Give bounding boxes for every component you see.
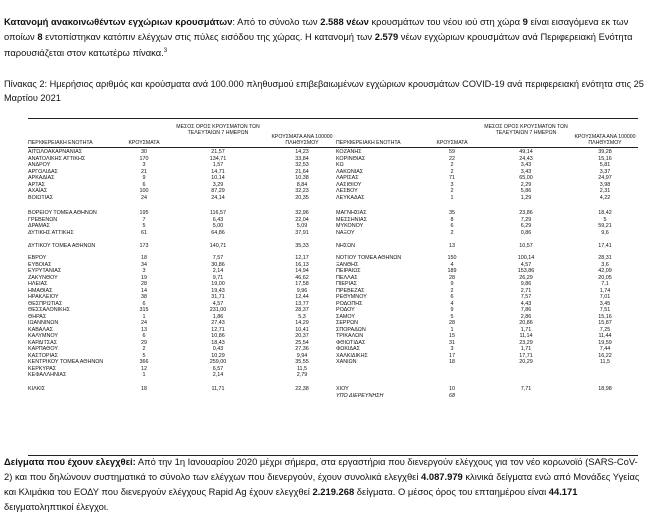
right-avg-value: 4,57 [520,261,532,268]
right-region-name: ΜΕΣΣΗΝΙΑΣ [336,216,367,223]
left-cases-value: 14 [141,287,147,294]
left-cases-value: 28 [141,281,147,287]
left-region-name: ΑΡΚΑΔΙΑΣ [28,175,55,181]
right-avg-value: 0,86 [520,229,532,236]
left-per100k-value: 25,54 [295,339,309,346]
left-cases-value: 13 [141,326,147,333]
left-per100k-value: 35,33 [295,243,309,249]
left-per100k-value: 5,3 [298,313,306,320]
right-avg-value: 2,86 [520,313,532,320]
right-per100k-value: 3,98 [599,181,611,188]
left-per100k-value: 22,38 [295,386,309,392]
left-per100k-value: 9,96 [296,287,308,294]
right-per100k-value: 2,31 [599,188,611,194]
left-avg-value: 116,57 [209,210,227,216]
right-region-name: ΣΕΡΡΩΝ [336,320,359,326]
left-per100k-value: 12,44 [295,294,309,300]
left-avg-value: 11,71 [211,386,225,392]
right-region-name: ΚΟΡΙΝΘΙΑΣ [336,155,366,162]
left-cases-value: 9 [142,175,146,181]
left-per100k-value: 28,37 [295,307,309,313]
left-region-name: ΒΟΡΕΙΟΥ ΤΟΜΕΑ ΑΘΗΝΩΝ [28,210,97,216]
left-cases-value: 21 [141,168,147,175]
left-per100k-value: 32,53 [295,162,309,168]
footnote-marker: 3 [163,48,168,54]
left-avg-value: 6,57 [212,365,224,372]
left-region-name: ΚΕΡΚΥΡΑΣ [28,365,57,372]
tests-text: δειγματοληπτικοί έλεγχοι. [4,501,109,512]
tests-text: δείγματα. Ο μέσος όρος του επταημέρου είναι [354,486,549,497]
left-cases-value: 18 [141,386,147,392]
right-region-name: ΥΠΟ ΔΙΕΡΕΥΝΗΣΗ [336,392,384,399]
left-per100k-value: 9,94 [296,352,308,359]
left-avg-value: 19,00 [211,281,225,287]
right-avg-value: 24,43 [519,155,533,162]
right-region-name: ΧΙΟΥ [336,386,349,392]
left-region-name: ΑΙΤΩΛΟΑΚΑΡΝΑΝΙΑΣ [28,149,83,155]
left-cases-value: 34 [141,261,147,268]
right-region-name: ΣΑΜΟΥ [336,313,356,320]
right-per100k-value: 1,74 [599,287,611,294]
header-per100k-right: ΚΡΟΥΣΜΑΤΑ ΑΝΑ 100000 ΠΛΗΘΥΣΜΟΥ [574,134,636,146]
right-per100k-value: 7,1 [601,281,609,287]
right-cases-value: 13 [449,243,455,249]
right-avg-value: 2,29 [520,181,532,188]
right-cases-value: 1 [450,326,454,333]
right-cases-value: 3 [450,181,454,188]
left-region-name: ΘΗΡΑΣ [28,313,47,320]
left-per100k-value: 8,84 [296,181,308,188]
left-cases-value: 7 [142,216,146,223]
right-cases-value: 189 [447,268,457,274]
right-per100k-value: 39,28 [598,149,612,155]
right-region-name: ΚΟΖΑΝΗΣ [336,149,362,155]
left-region-name: ΑΡΓΟΛΙΔΑΣ [28,168,58,175]
right-cases-value: 6 [450,294,454,300]
right-cases-value: 3 [450,346,454,352]
left-cases-value: 315 [139,307,149,313]
right-per100k-value: 15,16 [598,313,612,320]
left-avg-value: 27,43 [211,320,225,326]
left-avg-value: 64,86 [211,229,225,236]
left-cases-value: 1 [142,372,146,378]
right-cases-value: 35 [449,210,455,216]
right-cases-value: 5 [450,313,454,320]
right-cases-value: 150 [447,255,457,261]
left-per100k-value: 10,38 [295,175,309,181]
left-per100k-value: 13,77 [295,300,309,307]
right-cases-value: 2 [450,162,454,168]
left-region-name: ΙΩΑΝΝΙΝΩΝ [28,320,59,326]
right-per100k-value: 7,25 [599,326,611,333]
imported-cases: 9 [522,16,528,27]
intro-text: νέων εγχώριων κρουσμάτων ανά Περιφερειακή Ενότητα παρουσιάζεται στον κατωτέρω πίνακα. [4,31,633,59]
right-avg-value: 3,43 [520,162,532,168]
right-avg-value: 100,14 [517,255,535,261]
left-avg-value: 134,71 [209,155,227,162]
right-avg-value: 5,86 [520,188,532,194]
left-region-name: ΑΧΑΪΑΣ [28,188,48,194]
right-per100k-value: 19,59 [598,339,612,346]
left-avg-value: 4,57 [212,300,224,307]
right-per100k-value: 7,01 [599,294,611,300]
left-per100k-value: 14,29 [295,320,309,326]
left-region-name: ΑΡΤΑΣ [28,181,46,188]
right-cases-value: 17 [449,352,455,359]
header-rule [28,147,638,148]
right-per100k-value: 3,45 [599,300,611,307]
right-cases-value: 2 [450,168,454,175]
right-per100k-value: 4,22 [599,194,611,201]
left-cases-value: 3 [142,268,146,274]
left-cases-value: 3 [142,162,146,168]
right-per100k-value: 7,44 [599,346,611,352]
right-avg-value: 20,29 [519,359,533,365]
right-cases-value: 18 [449,359,455,365]
left-per100k-value: 46,62 [295,274,309,281]
header-avg-left: ΜΕΣΟΣ ΟΡΟΣ ΚΡΟΥΣΜΑΤΩΝ ΤΩΝ ΤΕΛΕΥΤΑΙΩΝ 7 ΗΜΕΡΩΝ [176,124,260,136]
left-avg-value: 31,71 [211,294,225,300]
right-region-name: ΡΟΔΟΥ [336,307,355,313]
left-region-name: ΚΙΛΚΙΣ [28,386,46,392]
left-region-name: ΗΡΑΚΛΕΙΟΥ [28,294,59,300]
left-avg-value: 14,71 [211,168,225,175]
right-cases-value: 22 [449,155,455,162]
left-cases-value: 170 [139,155,149,162]
right-per100k-value: 3,6 [601,261,609,268]
right-avg-value: 65,00 [519,175,533,181]
left-region-name: ΚΑΛΥΜΝΟΥ [28,333,58,339]
header-cases-left: ΚΡΟΥΣΜΑΤΑ [128,140,160,146]
right-region-name: ΣΠΟΡΑΔΩΝ [336,326,366,333]
left-region-name: ΘΕΣΣΑΛΟΝΙΚΗΣ [28,307,70,313]
right-per100k-value: 42,09 [598,268,612,274]
right-cases-value: 15 [449,333,455,339]
left-avg-value: 12,71 [211,326,225,333]
left-avg-value: 2,14 [212,372,224,378]
left-region-name: ΚΑΒΑΛΑΣ [28,326,53,333]
left-cases-value: 24 [141,194,147,201]
right-region-name: ΜΥΚΟΝΟΥ [336,223,364,229]
right-avg-value: 23,86 [519,210,533,216]
left-avg-value: 30,86 [211,261,225,268]
left-avg-value: 87,29 [211,188,225,194]
right-cases-value: 2 [450,188,454,194]
right-avg-value: 3,43 [520,168,532,175]
left-avg-value: 1,57 [212,162,224,168]
left-avg-value: 10,86 [211,333,225,339]
right-cases-value: 71 [449,175,455,181]
right-region-name: ΛΕΣΒΟΥ [336,188,358,194]
right-per100k-value: 15,16 [598,155,612,162]
left-cases-value: 30 [141,149,147,155]
right-region-name: ΝΗΣΩΝ [336,243,356,249]
intro-text: είναι εισαγόμενα εκ των οποίων [4,16,629,42]
right-per100k-value: 18,42 [598,210,612,216]
intro-paragraph [4,14,644,60]
right-avg-value: 7,71 [520,386,532,392]
right-region-name: ΦΩΚΙΔΑΣ [336,346,360,352]
right-region-name: ΛΑΡΙΣΑΣ [336,175,359,181]
right-avg-value: 9,86 [520,281,532,287]
clinical-samples-total: 4.087.979 [421,471,463,482]
left-region-name: ΖΑΚΥΝΘΟΥ [28,274,58,281]
left-region-name: ΒΟΙΩΤΙΑΣ [28,194,54,201]
right-cases-value: 10 [449,386,455,392]
right-per100k-value: 18,98 [598,386,612,392]
left-avg-value: 21,57 [211,149,225,155]
right-region-name: ΠΙΕΡΙΑΣ [336,281,358,287]
left-per100k-value: 37,91 [295,229,309,236]
header-region-left: ΠΕΡΙΦΕΡΕΙΑΚΗ ΕΝΟΤΗΤΑ [28,140,93,146]
left-region-name: ΔΥΤΙΚΟΥ ΤΟΜΕΑ ΑΘΗΝΩΝ [28,243,96,249]
right-avg-value: 10,57 [519,243,533,249]
right-region-name: ΦΘΙΩΤΙΔΑΣ [336,339,366,346]
right-per100k-value: 24,97 [598,175,612,181]
right-cases-value: 4 [450,300,454,307]
left-cases-value: 6 [142,333,146,339]
new-cases-total: 2.588 νέων [320,16,369,27]
domestic-cases: 2.579 [374,31,399,42]
left-per100k-value: 16,13 [295,261,309,268]
right-per100k-value: 7,51 [599,307,611,313]
left-avg-value: 18,43 [211,339,225,346]
right-cases-value: 9 [450,307,454,313]
left-cases-value: 100 [139,188,149,194]
right-avg-value: 26,29 [519,274,533,281]
left-avg-value: 3,29 [212,181,224,188]
left-per100k-value: 20,37 [295,333,309,339]
left-region-name: ΑΝΑΤΟΛΙΚΗΣ ΑΤΤΙΚΗΣ [28,155,86,162]
left-cases-value: 2 [142,346,146,352]
rapid-samples-total: 2.219.268 [312,486,355,497]
right-region-name: ΡΕΘΥΜΝΟΥ [336,294,367,300]
left-region-name: ΚΑΡΠΑΘΟΥ [28,346,58,352]
left-per100k-value: 27,36 [295,346,309,352]
left-per100k-value: 20,35 [295,194,309,201]
left-avg-value: 5,00 [212,223,224,229]
right-avg-value: 7,57 [520,294,532,300]
right-avg-value: 1,71 [520,346,532,352]
right-region-name: ΞΑΝΘΗΣ [336,261,359,268]
left-per100k-value: 14,94 [295,268,309,274]
right-cases-value: 1 [450,194,454,201]
intro-text: εντοπίστηκαν κατόπιν ελέγχων στις πύλες εισόδου της χώρας. Η κατανομή των [42,31,375,42]
left-avg-value: 1,86 [212,313,224,320]
left-cases-value: 29 [141,339,147,346]
right-per100k-value: 28,31 [598,255,612,261]
right-avg-value: 23,29 [519,339,533,346]
right-avg-value: 4,43 [520,300,532,307]
left-region-name: ΑΝΔΡΟΥ [28,162,51,168]
intro-text: κρουσμάτων του νέου ιού στη χώρα [368,16,523,27]
right-cases-value: 8 [450,216,454,223]
left-avg-value: 259,00 [209,359,227,365]
tests-text: Από την 1η Ιανουαρίου 2020 μέχρι σήμερα, στα εργαστήρια που διενεργούν ελέγχους για τον νέο κορωνοϊό (SARS-CoV-2) και που δηλώνουν συστηματικά το σύνολο των ελέγχων που διενεργούν, έχουν συνολικά ελεγχθεί [4,456,638,482]
left-per100k-value: 12,17 [295,255,309,261]
left-region-name: ΗΛΕΙΑΣ [28,281,48,287]
tests-paragraph [4,454,644,514]
right-cases-value: 31 [449,339,455,346]
left-avg-value: 0,43 [212,346,224,352]
left-per100k-value: 22,04 [295,216,309,223]
right-region-name: ΚΩ [336,162,344,168]
left-region-name: ΕΥΡΥΤΑΝΙΑΣ [28,268,62,274]
left-per100k-value: 11,5 [296,365,308,372]
right-per100k-value: 11,5 [599,359,611,365]
header-per100k-left: ΚΡΟΥΣΜΑΤΑ ΑΝΑ 100000 ΠΛΗΘΥΣΜΟΥ [271,134,333,146]
left-cases-value: 61 [141,229,147,236]
right-cases-value: 9 [450,281,454,287]
left-avg-value: 6,43 [212,216,224,223]
right-region-name: ΛΕΥΚΑΔΑΣ [336,194,365,201]
left-avg-value: 10,29 [211,352,225,359]
left-cases-value: 24 [141,320,147,326]
left-cases-value: 195 [139,210,149,216]
left-per100k-value: 21,64 [295,168,309,175]
left-region-name: ΚΕΦΑΛΛΗΝΙΑΣ [28,372,67,378]
left-per100k-value: 2,79 [296,372,308,378]
intro-text: : Από το σύνολο των [232,16,321,27]
right-cases-value: 2 [450,287,454,294]
left-region-name: ΚΑΡΔΙΤΣΑΣ [28,339,58,346]
right-cases-value: 4 [450,261,454,268]
left-avg-value: 10,14 [211,175,225,181]
left-region-name: ΕΒΡΟΥ [28,255,47,261]
right-avg-value: 2,71 [520,287,532,294]
left-avg-value: 9,71 [212,274,224,281]
left-region-name: ΓΡΕΒΕΝΩΝ [28,216,58,223]
left-per100k-value: 33,84 [295,155,309,162]
tests-heading: Δείγματα που έχουν ελεγχθεί: [4,456,136,467]
left-region-name: ΔΡΑΜΑΣ [28,223,50,229]
left-avg-value: 7,57 [212,255,224,261]
right-region-name: ΠΕΛΛΑΣ [336,274,358,281]
header-cases-right: ΚΡΟΥΣΜΑΤΑ [436,140,468,146]
weekly-average-tests: 44.171 [548,486,578,497]
cases-table [28,118,638,456]
intro-heading: Κατανομή ανακοινωθέντων εγχώριων κρουσμάτων [4,16,233,27]
left-avg-value: 140,71 [209,243,227,249]
left-avg-value: 19,43 [211,287,225,294]
right-cases-value: 28 [449,274,455,281]
right-region-name: ΠΡΕΒΕΖΑΣ [336,287,365,294]
left-cases-value: 5 [142,352,146,359]
right-per100k-value: 3,37 [599,168,611,175]
right-per100k-value: 5 [603,216,607,223]
right-avg-value: 153,86 [517,268,535,274]
right-cases-value: 28 [449,320,455,326]
left-cases-value: 6 [142,300,146,307]
right-cases-value: 68 [449,392,455,399]
right-region-name: ΧΑΛΚΙΔΙΚΗΣ [336,352,368,359]
right-avg-value: 20,86 [519,320,533,326]
border-cases: 8 [37,31,43,42]
right-avg-value: 11,14 [519,333,533,339]
left-avg-value: 231,00 [209,307,227,313]
right-avg-value: 7,86 [520,307,532,313]
right-per100k-value: 11,44 [598,333,612,339]
left-cases-value: 173 [139,243,149,249]
right-avg-value: 1,29 [520,194,532,201]
left-per100k-value: 32,23 [295,188,309,194]
left-region-name: ΕΥΒΟΙΑΣ [28,261,52,268]
header-region-right: ΠΕΡΙΦΕΡΕΙΑΚΗ ΕΝΟΤΗΤΑ [336,140,401,146]
left-cases-value: 5 [142,223,146,229]
left-cases-value: 6 [142,181,146,188]
left-cases-value: 12 [141,365,147,372]
right-avg-value: 1,71 [520,326,532,333]
left-region-name: ΚΑΣΤΟΡΙΑΣ [28,352,58,359]
right-per100k-value: 15,87 [598,320,612,326]
left-region-name: ΚΕΝΤΡΙΚΟΥ ΤΟΜΕΑ ΑΘΗΝΩΝ [28,359,104,365]
right-avg-value: 49,14 [519,149,533,155]
left-per100k-value: 35,55 [295,359,309,365]
right-region-name: ΛΑΚΩΝΙΑΣ [336,168,364,175]
right-cases-value: 6 [450,223,454,229]
right-per100k-value: 16,22 [598,352,612,359]
right-region-name: ΧΑΝΙΩΝ [336,359,357,365]
left-cases-value: 38 [141,294,147,300]
right-region-name: ΡΟΔΟΠΗΣ [336,300,363,307]
left-per100k-value: 5,09 [296,223,308,229]
tests-text: κλινικά δείγματα ενώ από Μονάδες Υγείας και Κλιμάκια του ΕΟΔΥ που διενεργούν ελέγχους Rapid Ag έχουν ελεγχθεί [4,471,640,497]
right-avg-value: 6,29 [520,223,532,229]
right-region-name: ΛΑΣΙΘΙΟΥ [336,181,362,188]
right-cases-value: 59 [449,149,455,155]
left-cases-value: 18 [141,255,147,261]
right-region-name: ΜΑΓΝΗΣΙΑΣ [336,210,367,216]
left-avg-value: 2,14 [212,268,224,274]
right-avg-value: 17,71 [519,352,533,359]
left-region-name: ΔΥΤΙΚΗΣ ΑΤΤΙΚΗΣ [28,229,74,236]
right-region-name: ΝΑΞΟΥ [336,229,355,236]
right-region-name: ΠΕΙΡΑΙΩΣ [336,268,361,274]
left-per100k-value: 32,96 [295,210,309,216]
header-avg-right: ΜΕΣΟΣ ΟΡΟΣ ΚΡΟΥΣΜΑΤΩΝ ΤΩΝ ΤΕΛΕΥΤΑΙΩΝ 7 ΗΜΕΡΩΝ [484,124,568,136]
left-per100k-value: 10,41 [295,326,309,333]
right-per100k-value: 9,6 [601,229,609,236]
right-per100k-value: 17,41 [598,243,612,249]
right-per100k-value: 59,21 [598,223,612,229]
left-cases-value: 19 [141,274,147,281]
left-per100k-value: 14,23 [295,149,309,155]
table-top-rule [28,118,638,119]
right-per100k-value: 5,81 [599,162,611,168]
left-per100k-value: 17,58 [295,281,309,287]
left-cases-value: 1 [142,313,146,320]
left-region-name: ΘΕΣΠΡΩΤΙΑΣ [28,300,63,307]
table-caption: Πίνακας 2: Ημερήσιος αριθμός και κρούσματα ανά 100.000 πληθυσμού επιβεβαιωμένων εγχώριων κρουσμάτων COVID-19 ανά περιφερειακή ενότητα στις 25 Μαρτίου 2021 [4,79,644,103]
right-avg-value: 7,29 [520,216,532,223]
left-region-name: ΗΜΑΘΙΑΣ [28,287,53,294]
right-cases-value: 2 [450,229,454,236]
left-avg-value: 24,14 [211,194,225,201]
right-region-name: ΝΟΤΙΟΥ ΤΟΜΕΑ ΑΘΗΝΩΝ [336,255,402,261]
right-region-name: ΤΡΙΚΑΛΩΝ [336,333,364,339]
right-per100k-value: 20,05 [598,274,612,281]
left-cases-value: 366 [139,359,149,365]
